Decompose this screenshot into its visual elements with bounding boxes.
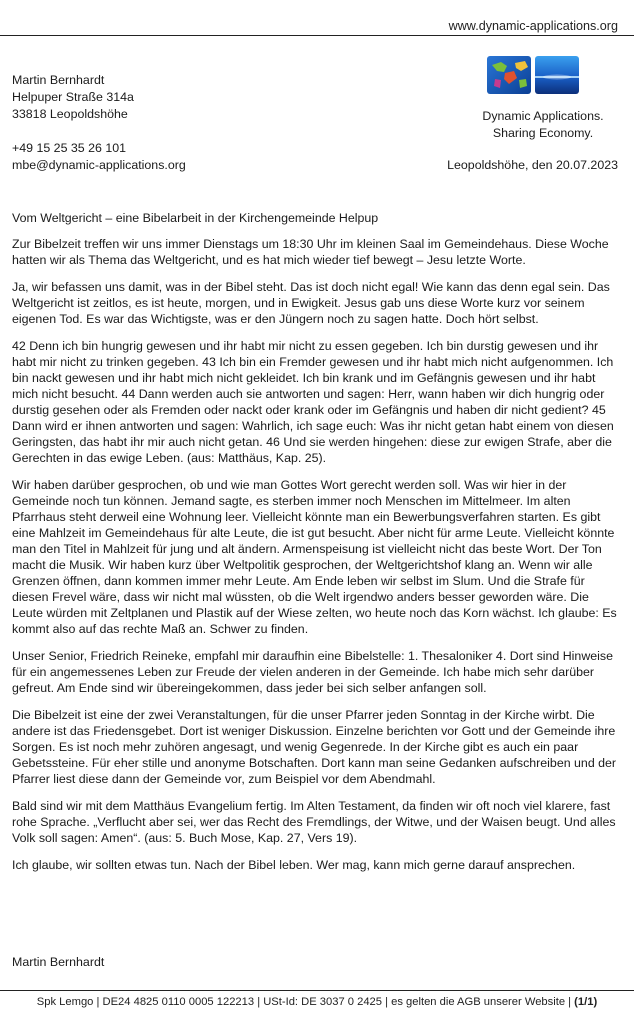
footer — [0, 996, 634, 1008]
body-paragraph: Ich glaube, wir sollten etwas tun. Nach der Bibel leben. Wer mag, kann mich gerne darauf ansprechen. — [12, 858, 576, 872]
company-name: Dynamic Applications. — [482, 109, 604, 123]
sender-name: Martin Bernhardt — [12, 73, 105, 87]
footer-divider — [0, 990, 634, 991]
company-block — [468, 108, 618, 142]
body-paragraph: Die Bibelzeit ist eine der zwei Veranstaltungen, für die unser Pfarrer jeden Sonntag in der Kirche wirbt. Die andere ist das Friedensgebet. Dort ist weniger Diskussion. Einzelne berichten vor Gott und der Gemeinde ihre Sorgen. Es ist noch mehr zuhören angesagt, und wenig Gegenrede. In der Kirche gibt es auch ein paar Gebetssteine. Für eher stille und anonyme Botschaften. Dort kann man seine Gedanken aufschreiben und der Pfarrer liest diese dann der Gemeinde vor, zum Beispiel vor dem Abendmahl. — [12, 708, 617, 786]
sender-address — [12, 72, 134, 123]
website-url[interactable]: www.dynamic-applications.org — [448, 19, 618, 33]
signature-name: Martin Bernhardt — [12, 955, 105, 969]
sender-contact — [12, 140, 186, 174]
place-date: Leopoldshöhe, den 20.07.2023 — [447, 158, 618, 172]
header-divider — [0, 35, 634, 36]
sender-phone: +49 15 25 35 26 101 — [12, 141, 127, 155]
sender-email[interactable]: mbe@dynamic-applications.org — [12, 158, 186, 172]
letter-body — [12, 210, 621, 884]
letter-subject: Vom Weltgericht – eine Bibelarbeit in der Kirchengemeinde Helpup — [12, 211, 379, 225]
body-paragraph: Zur Bibelzeit treffen wir uns immer Dienstags um 18:30 Uhr im kleinen Saal im Gemeindehaus. Diese Woche hatten wir als Thema das Weltgericht, und es hat mich wieder tief bewegt – Jesu letzte Worte. — [12, 237, 609, 267]
body-paragraph: Wir haben darüber gesprochen, ob und wie man Gottes Wort gerecht werden soll. Was wir hier in der Gemeinde noch tun können. Jemand sagte, es sterben immer noch Menschen im Mittelmeer. Im alten Pfarrhaus steht derweil eine Wohnung leer. Vielleicht könnte man ein Bewerbungsverfahren starten. Es gibt eine Mahlzeit im Gemeindehaus für alte Leute, die ist gut besucht. Aber nicht für arme Leute. Vielleicht könnte man den Titel in Mahlzeit für jung und alt ändern. Armenspeisung ist vielleicht nicht das beste Wort. Der Ton macht die Musik. Wir haben kurz über Weltpolitik gesprochen, der Weltgerichtshof klang an. Wenn wir alle Grenzen öffnen, dann kommen immer mehr Leute. Am Ende leben wir selbst im Slum. Und die Strafe für diesen Frevel wäre, dass wir nicht mal wüssten, ob die Welt irgendwo anders besser geworden wäre. Die Leute würden mit Zeltplanen und Plastik auf der Wiese zelten, wo heute noch das Korn wächst. Ich glaube: Es kommt also auf das rechte Maß an. Schwer zu finden. — [12, 478, 617, 636]
body-paragraph: Ja, wir befassen uns damit, was in der Bibel steht. Das ist doch nicht egal! Wie kann das denn egal sein. Das Weltgericht ist zeitlos, es ist heute, morgen, und in Ewigkeit. Jesus gab uns diese Worte kurz vor seinem eigenen Tod. Es war das Wichtigste, was er den Jüngern noch zu sagen hatte. Doch hört selbst. — [12, 280, 610, 326]
sender-city: 33818 Leopoldshöhe — [12, 107, 128, 121]
body-paragraph: Bald sind wir mit dem Matthäus Evangelium fertig. Im Alten Testament, da finden wir oft noch viel klarere, fast rohe Sprache. „Verflucht aber sei, wer das Recht des Fremdlings, der Witwe, und der Waisen beugt. Und alles Volk soll sagen: Amen“. (aus: 5. Buch Mose, Kap. 27, Vers 19). — [12, 799, 616, 845]
body-paragraph: Unser Senior, Friedrich Reineke, empfahl mir daraufhin eine Bibelstelle: 1. Thesaloniker 4. Dort sind Hinweise für ein angemessenes Leben zur Freude der vielen anderen in der Gemeinde. Ich habe mich sehr darüber gefreut. Am Ende sind wir übereingekommen, dass jeder bei sich selber anfangen soll. — [12, 649, 614, 695]
page-number: (1/1) — [574, 996, 598, 1008]
company-tagline: Sharing Economy. — [492, 126, 594, 140]
company-logo-icon — [487, 55, 579, 95]
sender-street: Helpuper Straße 314a — [12, 90, 134, 104]
footer-text: Spk Lemgo | DE24 4825 0110 0005 122213 | USt-Id: DE 3037 0 2425 | es gelten die AGB unserer Website | — [36, 996, 575, 1008]
body-paragraph: 42 Denn ich bin hungrig gewesen und ihr habt mir nicht zu essen gegeben. Ich bin durstig gewesen und ihr habt mir nicht zu trinken gegeben. 43 Ich bin ein Fremder gewesen und ihr habt mich nicht aufgenommen. Ich bin nackt gewesen und ihr habt mich nicht gekleidet. Ich bin krank und im Gefängnis gewesen und ihr habt mich nicht besucht. 44 Dann werden auch sie antworten und sagen: Herr, wann haben wir dich hungrig oder durstig gesehen oder als Fremden oder nackt oder krank oder im Gefängnis und haben dir nicht gedient? 45 Dann wird er ihnen antworten und sagen: Wahrlich, ich sage euch: Was ihr nicht getan habt einem von diesen Geringsten, das habt ihr mir auch nicht getan. 46 Und sie werden hingehen: diese zur ewigen Strafe, aber die Gerechten in das ewige Leben. (aus: Matthäus, Kap. 25). — [12, 339, 614, 465]
